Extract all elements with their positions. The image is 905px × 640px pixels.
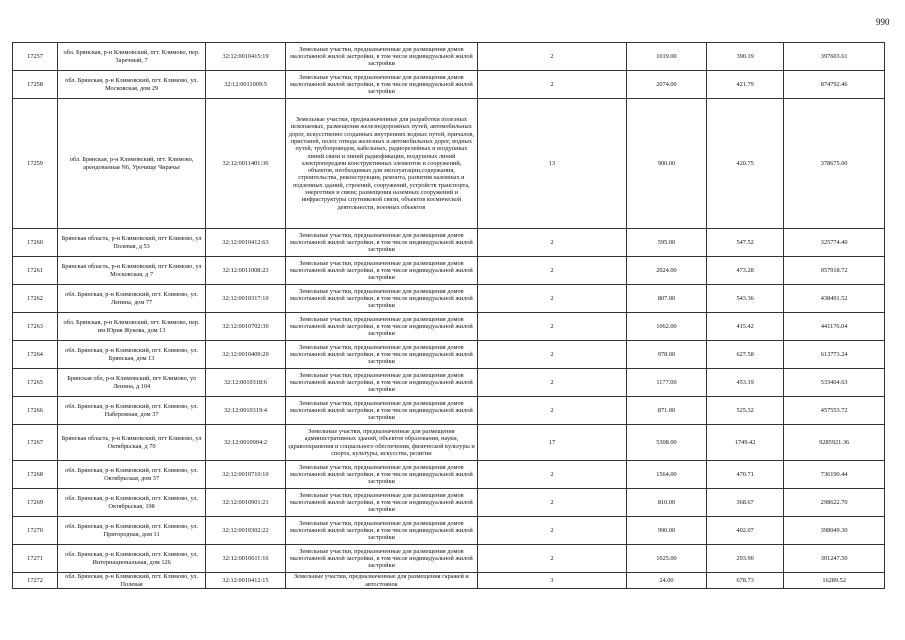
row-permitted-use: Земельные участки, предназначенные для размещения домов малоэтажной жилой застройки, в том числе индивидуальной жилой застройки bbox=[285, 285, 477, 313]
row-specific-value: 547.52 bbox=[706, 229, 783, 257]
row-use-group-code: 2 bbox=[477, 43, 626, 71]
row-area: 1177.00 bbox=[627, 369, 707, 397]
row-specific-value: 368.67 bbox=[706, 489, 783, 517]
row-cadastral-value: 16289.52 bbox=[784, 573, 885, 589]
row-number: 17272 bbox=[13, 573, 58, 589]
table-row bbox=[13, 517, 885, 545]
row-area: 807.00 bbox=[627, 285, 707, 313]
row-cadastral-value: 957918.72 bbox=[784, 257, 885, 285]
table-row bbox=[13, 229, 885, 257]
row-use-group-code: 2 bbox=[477, 489, 626, 517]
row-permitted-use: Земельные участки, предназначенные для размещения домов малоэтажной жилой застройки, в том числе индивидуальной жилой застройки bbox=[285, 369, 477, 397]
row-permitted-use: Земельные участки, предназначенные для размещения домов малоэтажной жилой застройки, в том числе индивидуальной жилой застройки bbox=[285, 229, 477, 257]
row-number: 17268 bbox=[13, 461, 58, 489]
row-permitted-use: Земельные участки, предназначенные для размещения домов малоэтажной жилой застройки, в том числе индивидуальной жилой застройки bbox=[285, 257, 477, 285]
table-row bbox=[13, 573, 885, 589]
row-permitted-use: Земельные участки, предназначенные для размещения домов малоэтажной жилой застройки, в том числе индивидуальной жилой застройки bbox=[285, 461, 477, 489]
row-specific-value: 420.75 bbox=[706, 99, 783, 229]
row-number: 17261 bbox=[13, 257, 58, 285]
row-number: 17270 bbox=[13, 517, 58, 545]
row-cadastral-number: 32:12:0010318:6 bbox=[206, 369, 286, 397]
row-number: 17262 bbox=[13, 285, 58, 313]
row-cadastral-value: 325774.40 bbox=[784, 229, 885, 257]
row-address: обл. Брянская, р-н Климовский, пгт. Климово, ул. Набережная, дом 37 bbox=[58, 397, 206, 425]
row-area: 5308.00 bbox=[627, 425, 707, 461]
row-cadastral-number: 32:12:0010319:4 bbox=[206, 397, 286, 425]
row-cadastral-number: 32:12:0010611:16 bbox=[206, 545, 286, 573]
table-row bbox=[13, 43, 885, 71]
row-number: 17269 bbox=[13, 489, 58, 517]
row-cadastral-value: 398049.30 bbox=[784, 517, 885, 545]
row-number: 17265 bbox=[13, 369, 58, 397]
row-number: 17267 bbox=[13, 425, 58, 461]
row-cadastral-number: 32:12:0010317:10 bbox=[206, 285, 286, 313]
row-cadastral-value: 438491.52 bbox=[784, 285, 885, 313]
row-use-group-code: 17 bbox=[477, 425, 626, 461]
row-cadastral-number: 32:12:0010409:20 bbox=[206, 341, 286, 369]
row-use-group-code: 2 bbox=[477, 313, 626, 341]
row-area: 1062.00 bbox=[627, 313, 707, 341]
row-cadastral-number: 32:12:0011009:5 bbox=[206, 71, 286, 99]
row-cadastral-number: 32:12:0010904:2 bbox=[206, 425, 286, 461]
row-number: 17264 bbox=[13, 341, 58, 369]
row-use-group-code: 2 bbox=[477, 285, 626, 313]
row-address: обл. Брянская, р-н Климовский, пгт. Климово, ул. Октябрьская, дом 37 bbox=[58, 461, 206, 489]
registry-table-body bbox=[13, 43, 885, 589]
row-use-group-code: 2 bbox=[477, 369, 626, 397]
row-permitted-use: Земельные участки, предназначенные для размещения домов малоэтажной жилой застройки, в том числе индивидуальной жилой застройки bbox=[285, 71, 477, 99]
row-specific-value: 1749.42 bbox=[706, 425, 783, 461]
row-cadastral-number: 32:12:0010415:19 bbox=[206, 43, 286, 71]
row-area: 595.00 bbox=[627, 229, 707, 257]
table-row bbox=[13, 425, 885, 461]
row-cadastral-value: 533404.63 bbox=[784, 369, 885, 397]
table-row bbox=[13, 285, 885, 313]
row-area: 810.00 bbox=[627, 489, 707, 517]
row-permitted-use: Земельные участки, предназначенные для размещения домов малоэтажной жилой застройки, в том числе индивидуальной жилой застройки bbox=[285, 517, 477, 545]
row-specific-value: 543.36 bbox=[706, 285, 783, 313]
row-specific-value: 470.71 bbox=[706, 461, 783, 489]
row-address: Брянская обл, р-н Климовский, пгт Климово, ул Ленина, д 104 bbox=[58, 369, 206, 397]
row-address: обл. Брянская, р-н Климовский, пгт. Климово, ул. Брянская, дом 13 bbox=[58, 341, 206, 369]
row-cadastral-number: 32:12:0010412:63 bbox=[206, 229, 286, 257]
table-row bbox=[13, 545, 885, 573]
row-area: 2024.00 bbox=[627, 257, 707, 285]
row-permitted-use: Земельные участки, предназначенные для размещения гаражей и автостоянок bbox=[285, 573, 477, 589]
table-row bbox=[13, 99, 885, 229]
row-use-group-code: 2 bbox=[477, 71, 626, 99]
row-permitted-use: Земельные участки, предназначенные для размещения домов малоэтажной жилой застройки, в том числе индивидуальной жилой застройки bbox=[285, 43, 477, 71]
row-cadastral-value: 9285921.36 bbox=[784, 425, 885, 461]
row-specific-value: 402.07 bbox=[706, 517, 783, 545]
row-number: 17259 bbox=[13, 99, 58, 229]
row-area: 990.00 bbox=[627, 517, 707, 545]
row-address: обл. Брянская, р-н Климовский, пгт. Климово, арендованная N6, Урочище Чирачье bbox=[58, 99, 206, 229]
table-row bbox=[13, 489, 885, 517]
row-address: обл. Брянская, р-н Климовский, пгт. Климово, ул. Интернациональная, дом 126 bbox=[58, 545, 206, 573]
row-area: 24.00 bbox=[627, 573, 707, 589]
row-use-group-code: 2 bbox=[477, 461, 626, 489]
table-row bbox=[13, 397, 885, 425]
row-cadastral-value: 298622.70 bbox=[784, 489, 885, 517]
table-row bbox=[13, 341, 885, 369]
row-address: Брянская область, р-н Климовский, пгт Климово, ул Московская, д 7 bbox=[58, 257, 206, 285]
row-address: обл. Брянская, р-н Климовский, пгт. Климово, ул. Пригородная, дом 11 bbox=[58, 517, 206, 545]
row-address: обл. Брянская, р-н Климовский, пгт. Климово, ул. Московская, дом 29 bbox=[58, 71, 206, 99]
row-address: обл. Брянская, р-н Климовский, пгт. Климово, ул. Ленина, дом 77 bbox=[58, 285, 206, 313]
table-row bbox=[13, 313, 885, 341]
row-use-group-code: 3 bbox=[477, 573, 626, 589]
row-number: 17257 bbox=[13, 43, 58, 71]
row-use-group-code: 2 bbox=[477, 517, 626, 545]
row-address: обл. Брянская, р-н Климовский, пгт. Климово, ул. Октябрьская, 198 bbox=[58, 489, 206, 517]
row-cadastral-value: 441176.04 bbox=[784, 313, 885, 341]
row-cadastral-number: 32:12:0011008:23 bbox=[206, 257, 286, 285]
row-specific-value: 678.73 bbox=[706, 573, 783, 589]
table-row bbox=[13, 369, 885, 397]
row-permitted-use: Земельные участки, предназначенные для размещения домов малоэтажной жилой застройки, в том числе индивидуальной жилой застройки bbox=[285, 397, 477, 425]
row-permitted-use: Земельные участки, предназначенные для размещения домов малоэтажной жилой застройки, в том числе индивидуальной жилой застройки bbox=[285, 489, 477, 517]
row-cadastral-number: 32:12:0010412:15 bbox=[206, 573, 286, 589]
row-area: 2074.00 bbox=[627, 71, 707, 99]
row-number: 17258 bbox=[13, 71, 58, 99]
row-number: 17271 bbox=[13, 545, 58, 573]
row-area: 978.00 bbox=[627, 341, 707, 369]
row-cadastral-value: 301247.50 bbox=[784, 545, 885, 573]
row-number: 17266 bbox=[13, 397, 58, 425]
row-area: 1019.00 bbox=[627, 43, 707, 71]
table-row bbox=[13, 461, 885, 489]
row-cadastral-value: 613773.24 bbox=[784, 341, 885, 369]
row-number: 17260 bbox=[13, 229, 58, 257]
row-area: 1025.00 bbox=[627, 545, 707, 573]
row-address: Брянская область, р-н Климовский, пгт Климово, ул Полевая, д 53 bbox=[58, 229, 206, 257]
row-use-group-code: 2 bbox=[477, 341, 626, 369]
table-row bbox=[13, 257, 885, 285]
row-area: 900.00 bbox=[627, 99, 707, 229]
row-specific-value: 293.90 bbox=[706, 545, 783, 573]
row-cadastral-number: 32:12:0011401:36 bbox=[206, 99, 286, 229]
row-cadastral-number: 32:12:0010702:30 bbox=[206, 313, 286, 341]
row-use-group-code: 13 bbox=[477, 99, 626, 229]
row-specific-value: 627.58 bbox=[706, 341, 783, 369]
row-specific-value: 421.79 bbox=[706, 71, 783, 99]
row-permitted-use: Земельные участки, предназначенные для разработки полезных ископаемых, размещения железнодорожных путей, автомобильных дорог, искусственно созданных внутренних водных путей, причалов, пристаней, полос отвода железных и автомобильных дорог, водных путей, трубопроводов, кабельных, радиорелейных и воздушных линий связи и линий радиофикации, воздушных линий электропередачи конструктивных элементов и сооружений, объектов, необходимых для эксплуатации,содержания, строительства, реконструкции, ремонта, развития наземных и подземных зданий, строений, сооружений, устройств транспорта, энергетики и связи; размещения наземных сооружений и инфраструктуры спутниковой связи, объектов космической деятельности, военных объектов bbox=[285, 99, 477, 229]
row-permitted-use: Земельные участки, предназначенные для размещения домов малоэтажной жилой застройки, в том числе индивидуальной жилой застройки bbox=[285, 313, 477, 341]
row-specific-value: 473.28 bbox=[706, 257, 783, 285]
row-cadastral-number: 32:12:0010302:22 bbox=[206, 517, 286, 545]
row-specific-value: 415.42 bbox=[706, 313, 783, 341]
row-specific-value: 390.19 bbox=[706, 43, 783, 71]
row-cadastral-value: 874792.46 bbox=[784, 71, 885, 99]
row-specific-value: 453.19 bbox=[706, 369, 783, 397]
table-row bbox=[13, 71, 885, 99]
row-address: обл. Брянская, р-н Климовский, пгт. Климово, пер. им Юрия Жукова, дом 13 bbox=[58, 313, 206, 341]
row-specific-value: 525.32 bbox=[706, 397, 783, 425]
row-cadastral-value: 397603.61 bbox=[784, 43, 885, 71]
row-address: обл. Брянская, р-н Климовский, пгт. Климово, пер. Заречный, 7 bbox=[58, 43, 206, 71]
row-use-group-code: 2 bbox=[477, 397, 626, 425]
row-area: 1564.00 bbox=[627, 461, 707, 489]
row-cadastral-value: 457553.72 bbox=[784, 397, 885, 425]
row-cadastral-number: 32:12:0010710:10 bbox=[206, 461, 286, 489]
row-use-group-code: 2 bbox=[477, 229, 626, 257]
registry-table bbox=[12, 42, 885, 589]
row-cadastral-number: 32:12:0010901:21 bbox=[206, 489, 286, 517]
row-use-group-code: 2 bbox=[477, 545, 626, 573]
row-permitted-use: Земельные участки, предназначенные для размещения домов малоэтажной жилой застройки, в том числе индивидуальной жилой застройки bbox=[285, 545, 477, 573]
row-number: 17263 bbox=[13, 313, 58, 341]
row-area: 871.00 bbox=[627, 397, 707, 425]
row-use-group-code: 2 bbox=[477, 257, 626, 285]
row-address: Брянская область, р-н Климовский, пгт Климово, ул Октябрьская, д 70 bbox=[58, 425, 206, 461]
row-permitted-use: Земельные участки, предназначенные для размещения домов малоэтажной жилой застройки, в том числе индивидуальной жилой застройки bbox=[285, 341, 477, 369]
row-address: обл. Брянская, р-н Климовский, пгт. Климово, ул. Полевая bbox=[58, 573, 206, 589]
page-number: 990 bbox=[876, 17, 890, 27]
row-cadastral-value: 736190.44 bbox=[784, 461, 885, 489]
row-permitted-use: Земельные участки, предназначенные для размещения административных зданий, объектов образования, науки, здравоохранения и социального обеспечения, физической культуры и спорта, культуры, искусства, религии bbox=[285, 425, 477, 461]
row-cadastral-value: 378675.00 bbox=[784, 99, 885, 229]
